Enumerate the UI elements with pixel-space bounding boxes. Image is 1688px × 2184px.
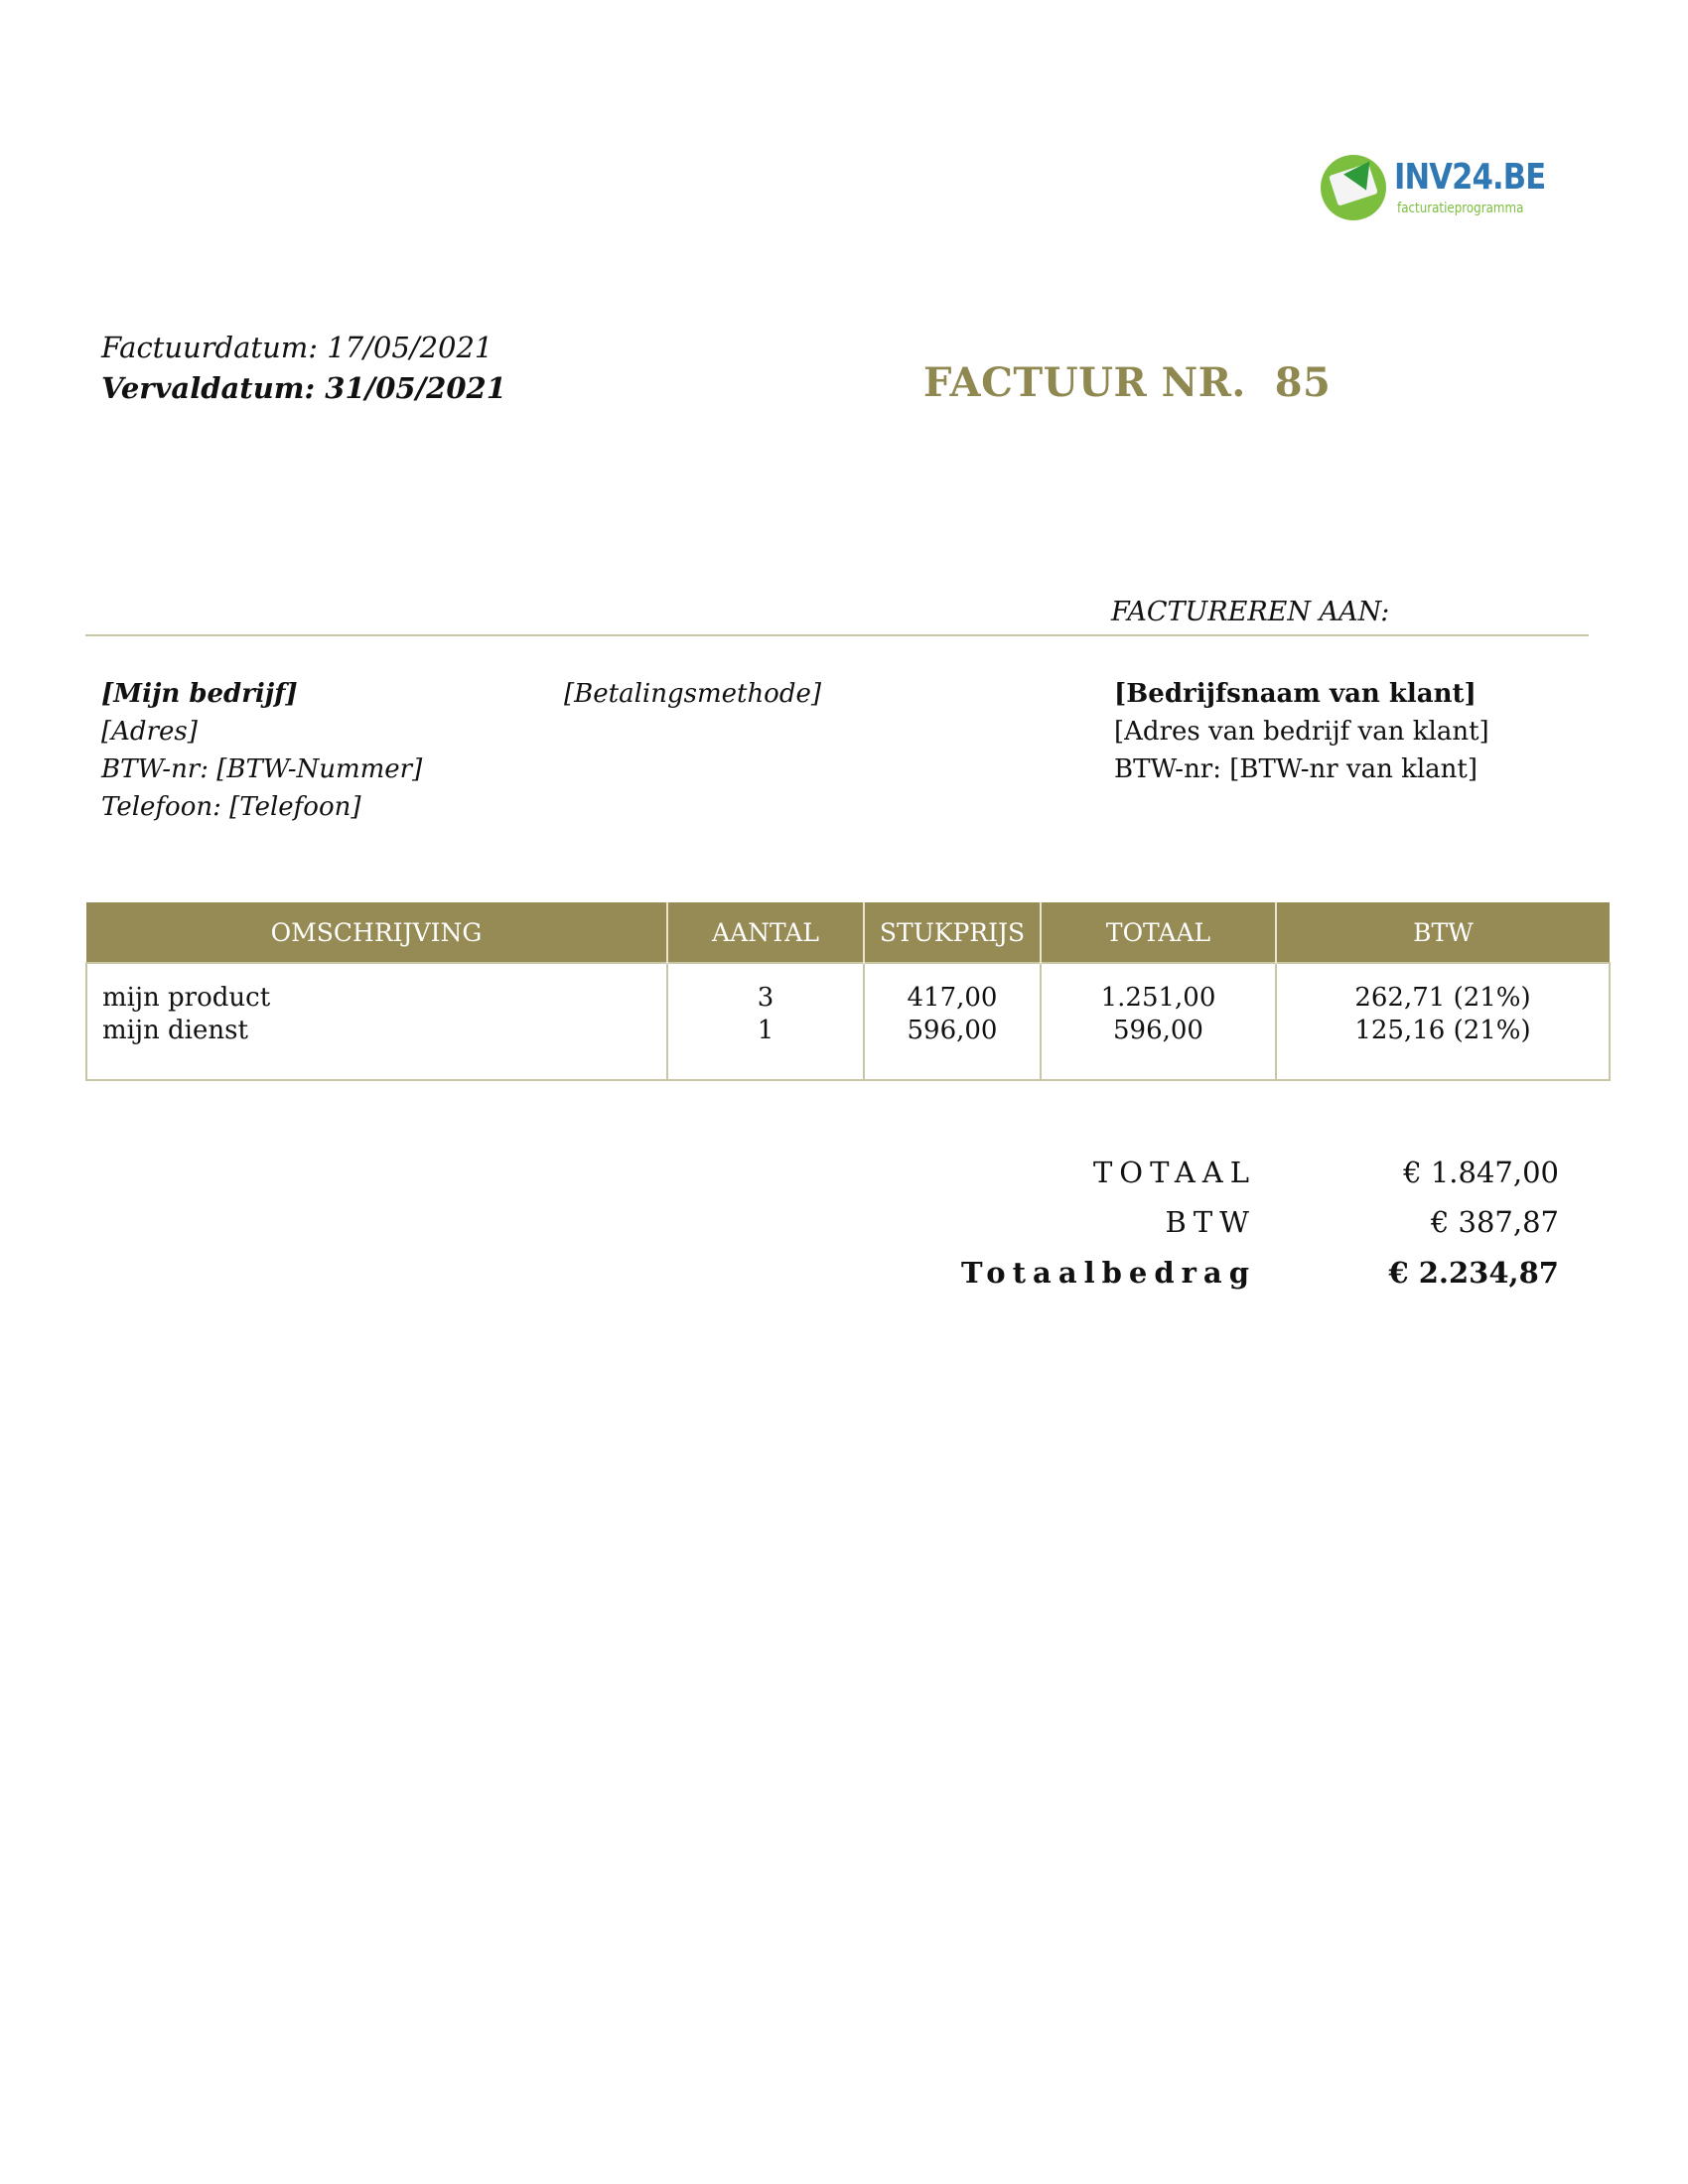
logo-name: INV24.BE — [1394, 157, 1546, 198]
item-unit-price: 417,00 — [907, 983, 998, 1013]
vat-cell — [1276, 963, 1610, 1080]
item-quantity: 3 — [757, 983, 774, 1013]
sender-company: [Mijn bedrijf] — [101, 679, 298, 709]
items-table — [85, 902, 1611, 1081]
header-unit-price: STUKPRIJS — [864, 902, 1041, 963]
header-quantity: AANTAL — [667, 902, 864, 963]
client-company: [Bedrijfsnaam van klant] — [1114, 679, 1477, 709]
item-vat: 262,71 (21%) — [1354, 983, 1531, 1013]
item-description: mijn dienst — [102, 1016, 248, 1045]
sender-vat: BTW-nr: [BTW-Nummer] — [101, 754, 423, 784]
description-cell — [86, 963, 667, 1080]
logo-tagline: facturatieprogramma — [1397, 201, 1524, 216]
vat-total-label: BTW — [1165, 1205, 1256, 1239]
grand-total-value: € 2.234,87 — [1388, 1256, 1559, 1290]
vat-total-value: € 387,87 — [1430, 1205, 1559, 1239]
due-date: Vervaldatum: 31/05/2021 — [101, 371, 506, 405]
grand-total-label: Totaalbedrag — [961, 1256, 1256, 1290]
unit-price-cell — [864, 963, 1041, 1080]
quantity-cell — [667, 963, 864, 1080]
item-total: 1.251,00 — [1100, 983, 1216, 1013]
sender-address: [Adres] — [101, 717, 198, 747]
bill-to-label: FACTUREREN AAN: — [1111, 597, 1390, 627]
item-quantity: 1 — [757, 1016, 774, 1045]
subtotal-label: TOTAAL — [1092, 1156, 1256, 1189]
sender-phone: Telefoon: [Telefoon] — [101, 792, 361, 822]
item-description: mijn product — [102, 983, 271, 1013]
sender-block — [101, 675, 422, 826]
item-vat: 125,16 (21%) — [1354, 1016, 1531, 1045]
client-address: [Adres van bedrijf van klant] — [1114, 717, 1489, 747]
invoice-date: Factuurdatum: 17/05/2021 — [101, 331, 493, 364]
client-block — [1114, 675, 1489, 788]
payment-method: [Betalingsmethode] — [564, 679, 822, 709]
invoice-title: FACTUUR NR. 85 — [923, 359, 1332, 406]
header-total: TOTAAL — [1041, 902, 1276, 963]
client-vat: BTW-nr: [BTW-nr van klant] — [1114, 754, 1478, 784]
table-header-row — [86, 902, 1610, 963]
total-cell — [1041, 963, 1276, 1080]
header-description: OMSCHRIJVING — [86, 902, 667, 963]
company-logo — [1321, 149, 1546, 228]
item-unit-price: 596,00 — [907, 1016, 998, 1045]
item-total: 596,00 — [1113, 1016, 1203, 1045]
subtotal-value: € 1.847,00 — [1403, 1156, 1559, 1189]
table-row — [86, 963, 1610, 1080]
divider — [85, 634, 1589, 636]
header-vat: BTW — [1276, 902, 1610, 963]
